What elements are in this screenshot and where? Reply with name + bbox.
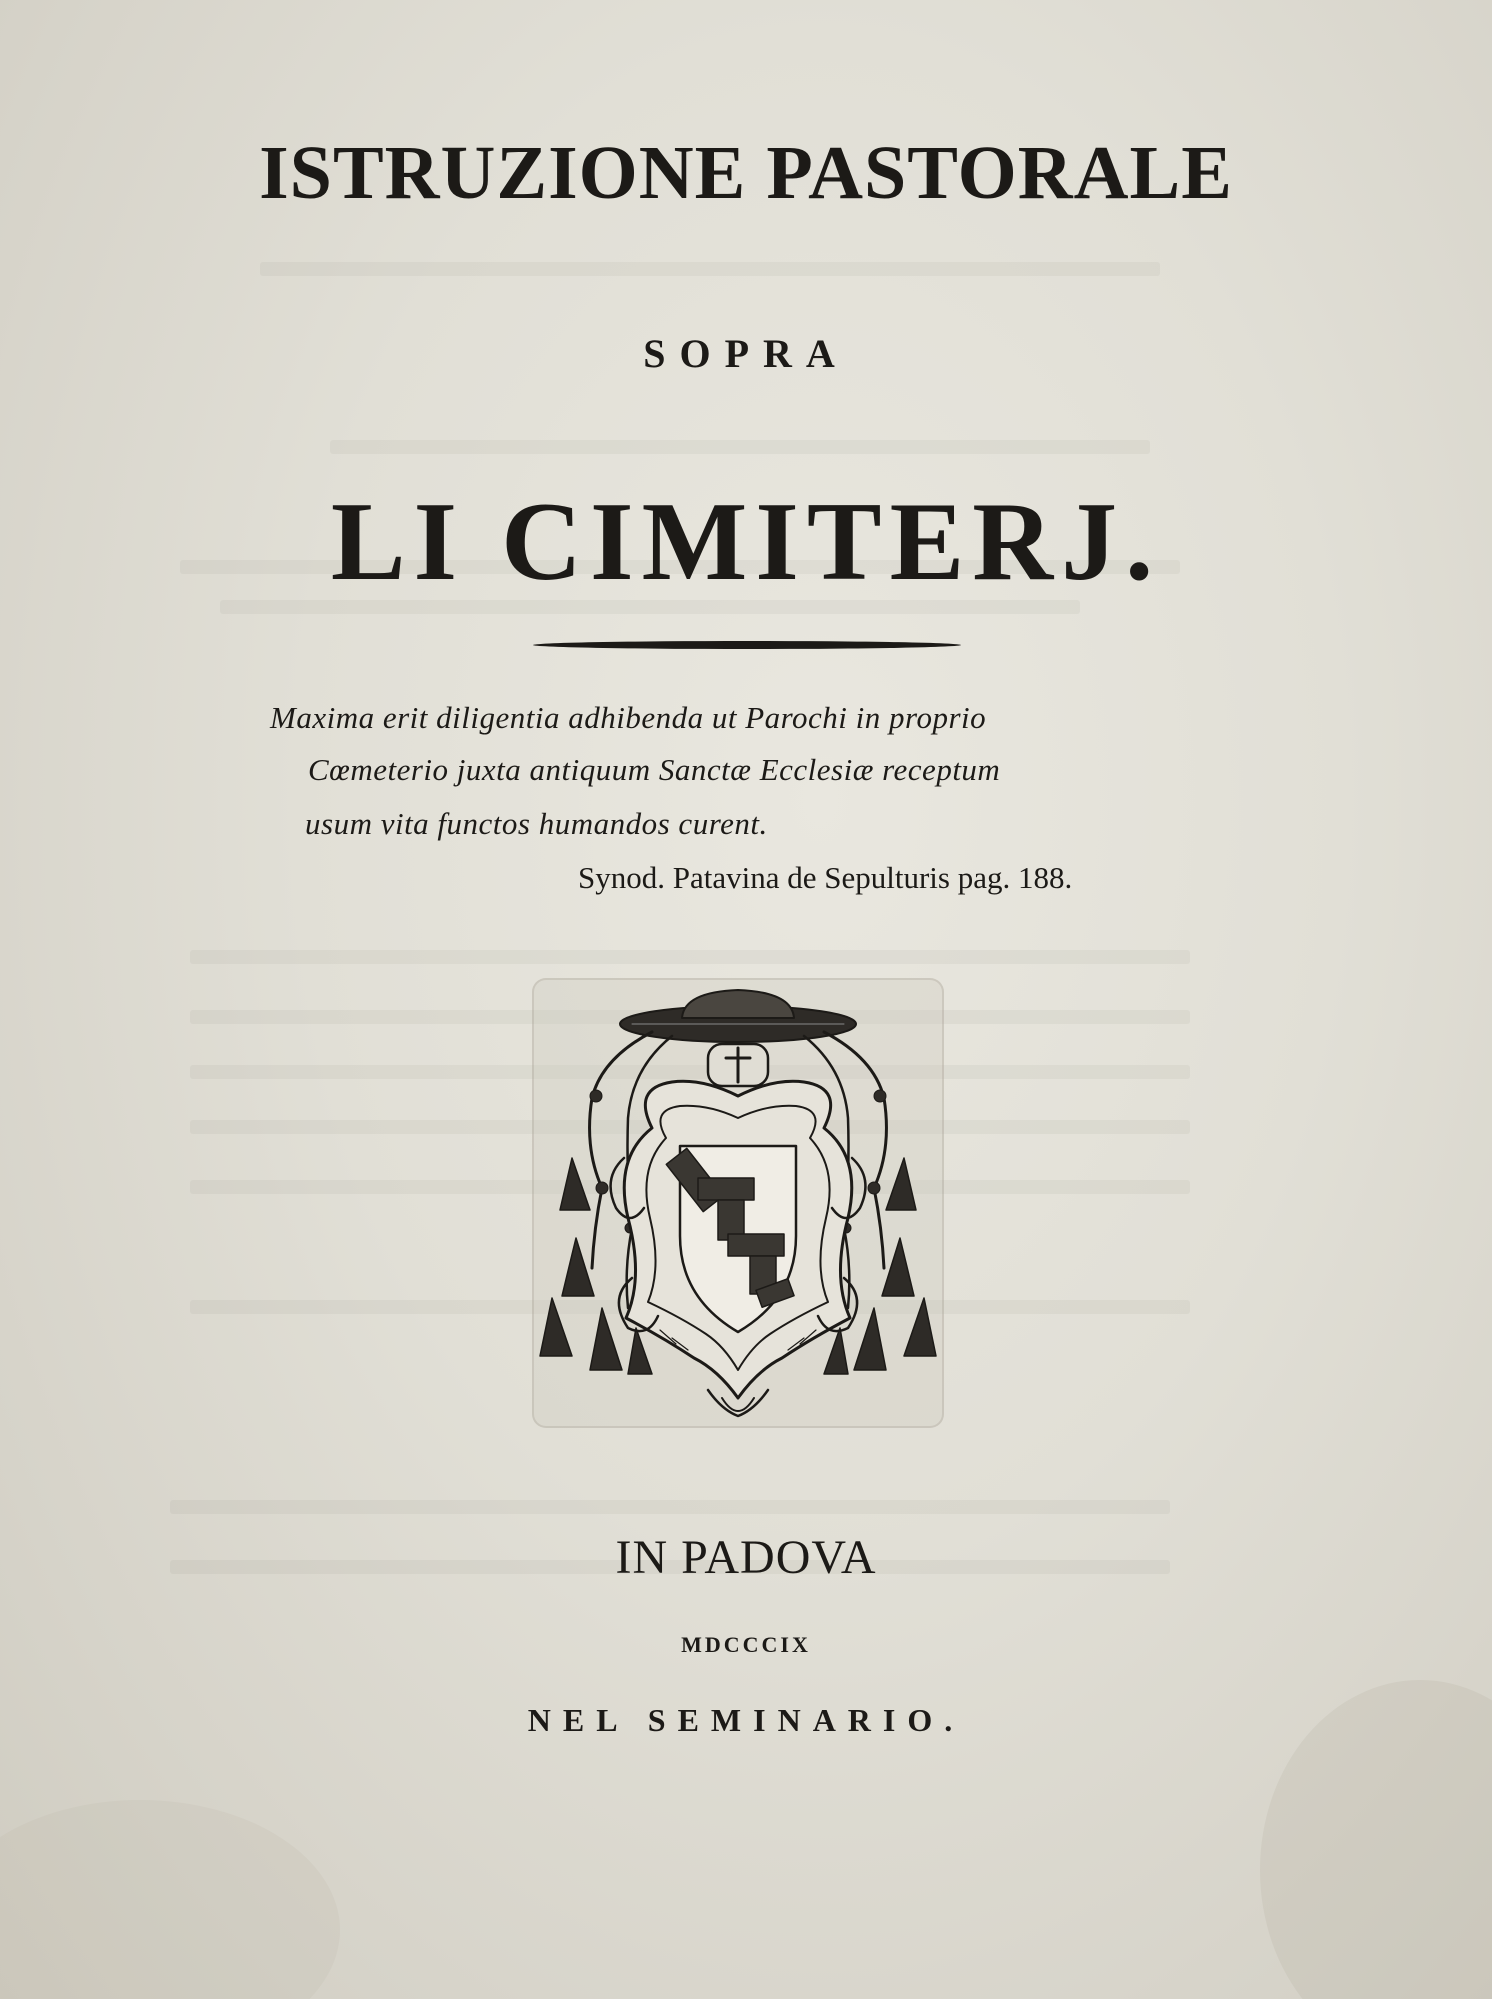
imprint-place: IN PADOVA [615, 1531, 877, 1584]
title-divider-rule [533, 641, 961, 649]
epigraph-source: Synod. Patavina de Sepulturis pag. 188. [578, 860, 1073, 895]
episcopal-coat-of-arms-icon [532, 978, 944, 1428]
water-stain [0, 1800, 340, 1999]
title-line-2: SOPRA [643, 331, 849, 376]
show-through-line [190, 950, 1190, 964]
engraving-plate [532, 978, 944, 1428]
imprint-year: MDCCCIX [681, 1632, 811, 1657]
epigraph-line-1: Maxima erit diligentia adhibenda ut Parochi in proprio [270, 700, 987, 735]
show-through-line [170, 1500, 1170, 1514]
title-line-1: ISTRUZIONE PASTORALE [259, 131, 1233, 215]
epigraph-line-3: usum vita functos humandos curent. [305, 806, 768, 841]
imprint-publisher: NEL SEMINARIO. [527, 1702, 965, 1738]
show-through-line [330, 440, 1150, 454]
epigraph-line-2: Cœmeterio juxta antiquum Sanctæ Ecclesiæ receptum [308, 752, 1001, 787]
title-line-3: LI CIMITERJ. [330, 480, 1162, 604]
show-through-line [260, 262, 1160, 276]
